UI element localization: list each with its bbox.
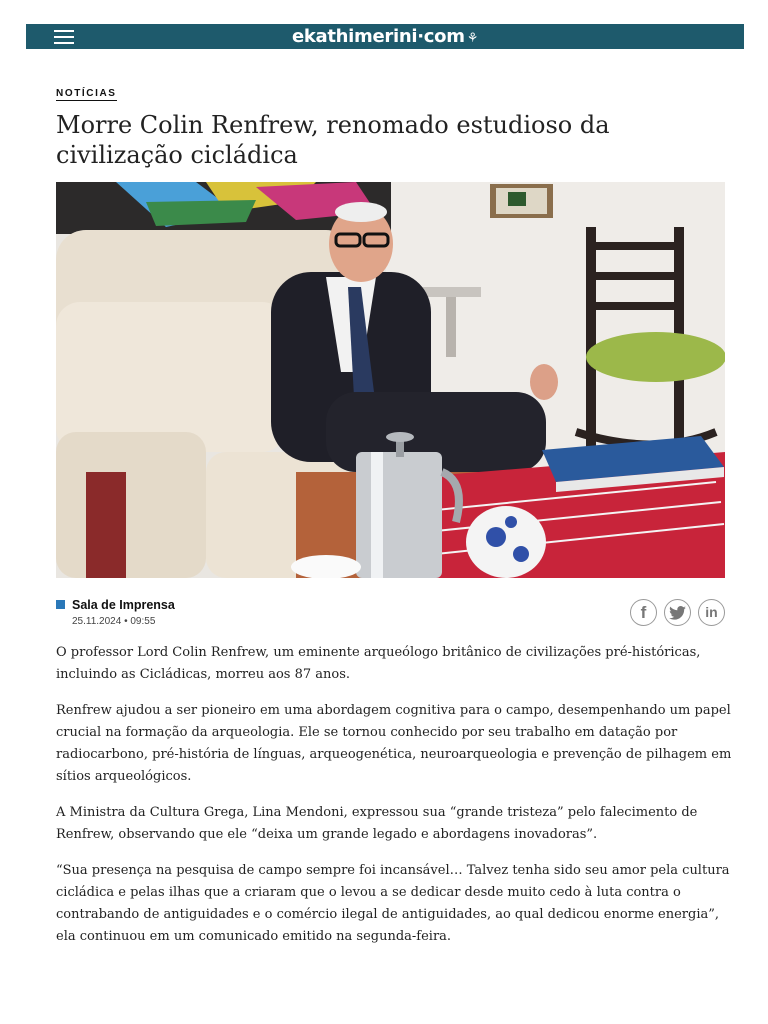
facebook-glyph: f: [640, 603, 647, 622]
logo-text: ekathimerini·com: [291, 26, 465, 47]
site-logo[interactable]: [26, 25, 744, 51]
linkedin-icon[interactable]: [698, 599, 725, 626]
paragraph: A Ministra da Cultura Grega, Lina Mendoni, expressou sua “grande tristeza” pelo falecimento de Renfrew, observando que ele “deixa um grande legado e abordagens inovadoras”.: [56, 805, 698, 842]
section-label[interactable]: NOTÍCIAS: [56, 88, 117, 99]
paragraph: “Sua presença na pesquisa de campo sempre foi incansável… Talvez tenha sido seu amor pela cultura cicládica e pelas ilhas que a criaram que o levou a se dedicar desde muito cedo à luta contra o contrabando de antiguidades e o comércio ilegal de antiguidades, ao qual dedicou enorme energia”, ela continuou em um comunicado emitido na segunda-feira.: [56, 863, 730, 944]
paragraph: O professor Lord Colin Renfrew, um eminente arqueólogo britânico de civilizações pré-históricas, incluindo as Cicládicas, morreu aos 87 anos.: [56, 645, 701, 682]
article-body: [56, 642, 732, 962]
twitter-icon[interactable]: [664, 599, 691, 626]
paragraph: Renfrew ajudou a ser pioneiro em uma abordagem cognitiva para o campo, desempenhando um papel crucial na formação da arqueologia. Ele se tornou conhecido por seu trabalho em datação por radiocarbono, pré-história de línguas, arqueogenética, neuroarqueologia e prevenção de pilhagem em sítios arqueológicos.: [56, 703, 732, 784]
facebook-icon[interactable]: [630, 599, 657, 626]
author-name[interactable]: Sala de Imprensa: [72, 598, 175, 612]
twitter-bird-icon: [669, 606, 686, 620]
logo-mark-icon: ⚘: [466, 31, 479, 46]
publish-date: 25.11.2024 • 09:55: [72, 616, 156, 627]
top-navigation-bar: [26, 24, 744, 49]
linkedin-glyph: in: [705, 604, 718, 620]
author-marker: [56, 600, 65, 609]
article-photo: [56, 182, 725, 578]
article-title: Morre Colin Renfrew, renomado estudioso da civilização cicládica: [56, 111, 610, 169]
